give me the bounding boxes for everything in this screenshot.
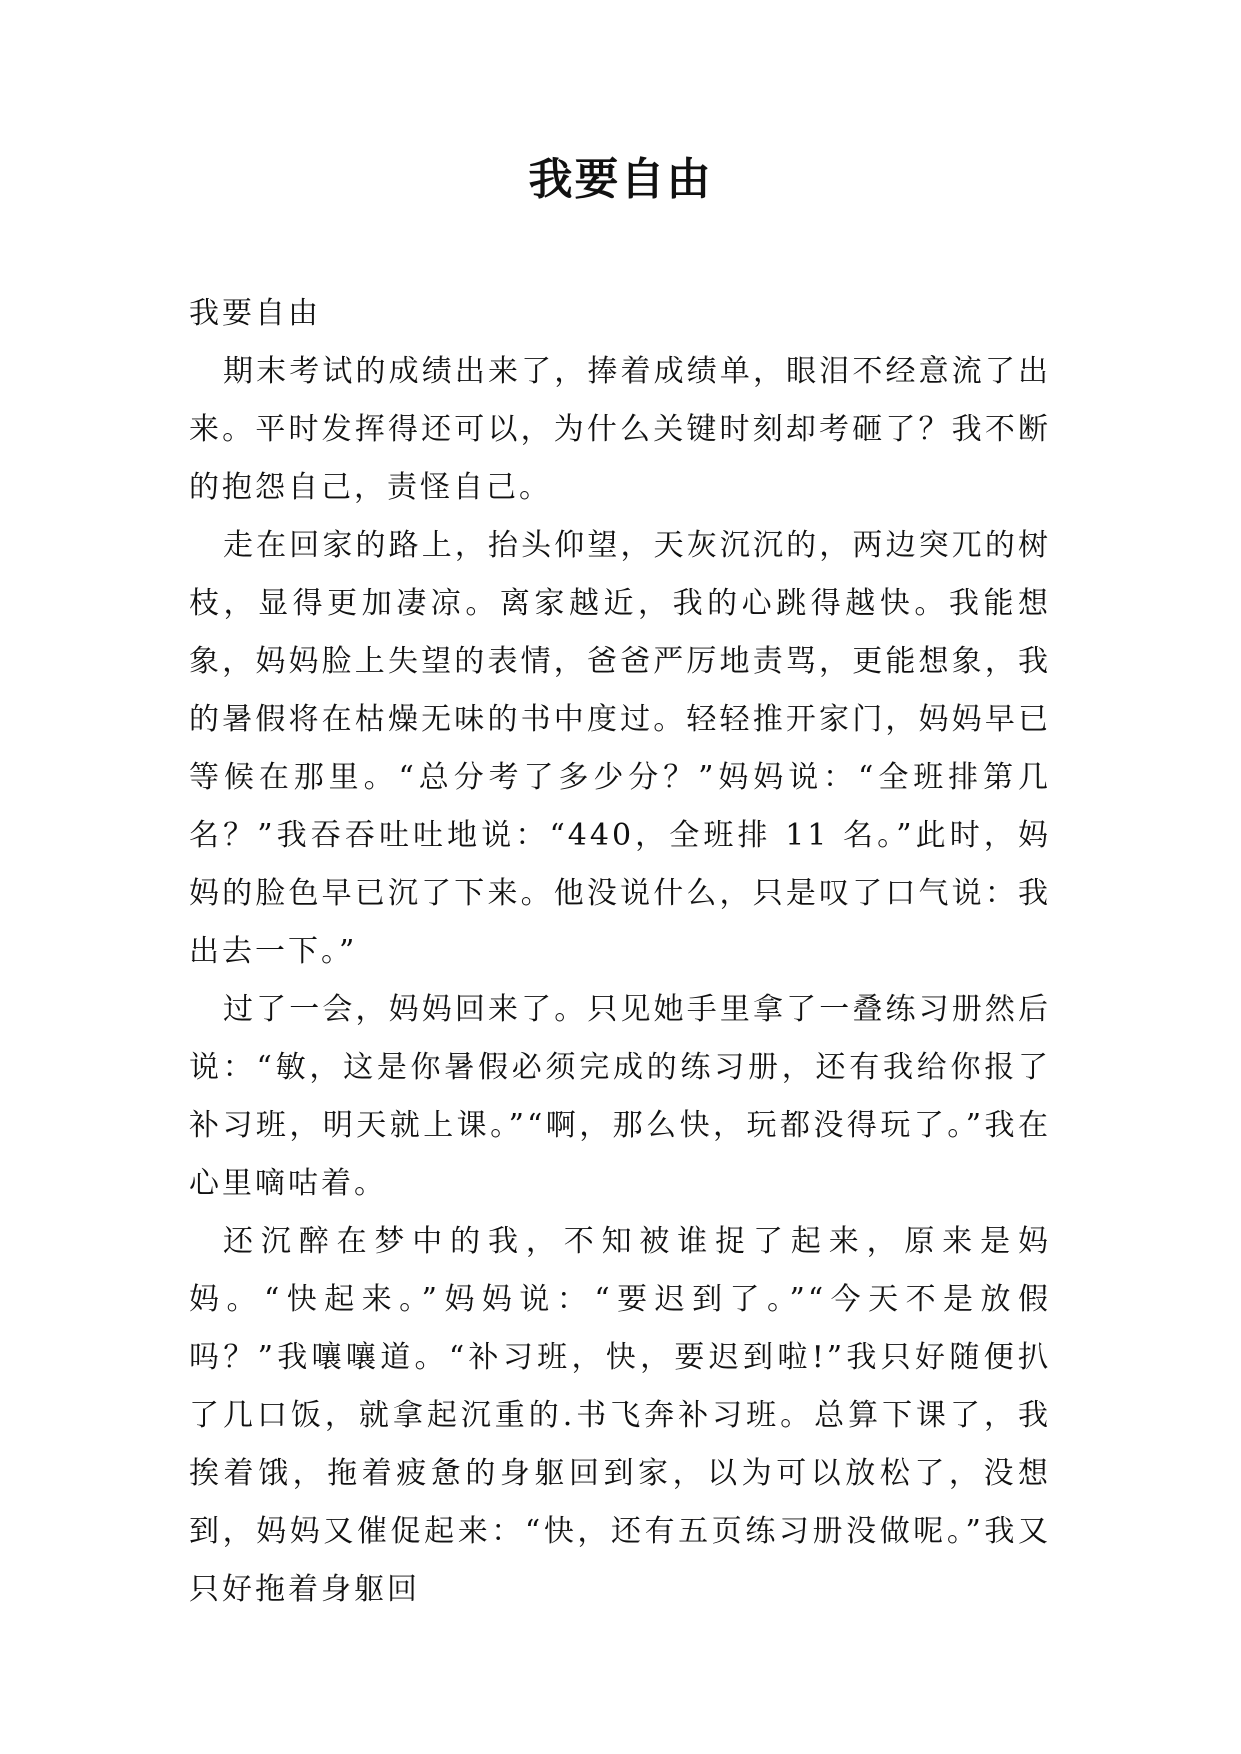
article-subtitle: 我要自由 [189,296,321,331]
paragraph-2: 走在回家的路上，抬头仰望，天灰沉沉的，两边突兀的树枝，显得更加凄凉。离家越近，我的心跳得越快。我能想象，妈妈脸上失望的表情，爸爸严厉地责骂，更能想象，我的暑假将在枯燥无味的书中度过。轻轻推开家门，妈妈早已等候在那里。“总分考了多少分？”妈妈说：“全班排第几名？”我吞吞吐吐地说：“440，全班排 11 名。”此时，妈妈的脸色早已沉了下来。他没说什么，只是叹了口气说：我出去一下。” [189,528,1051,969]
paragraph-4: 还沉醉在梦中的我，不知被谁捉了起来，原来是妈妈。“快起来。”妈妈说：“要迟到了。”“今天不是放假吗？”我嚷嚷道。“补习班，快，要迟到啦!”我只好随便扒了几口饭，就拿起沉重的.书飞奔补习班。总算下课了，我挨着饿，拖着疲惫的身躯回到家，以为可以放松了，没想到，妈妈又催促起来：“快，还有五页练习册没做呢。”我又只好拖着身躯回 [189,1224,1051,1607]
document-title: 我要自由 [528,154,713,205]
paragraph-1: 期末考试的成绩出来了，捧着成绩单，眼泪不经意流了出来。平时发挥得还可以，为什么关键时刻却考砸了？我不断的抱怨自己，责怪自己。 [189,354,1051,505]
document-body [189,285,1051,1619]
paragraph-3: 过了一会，妈妈回来了。只见她手里拿了一叠练习册然后说：“敏，这是你暑假必须完成的练习册，还有我给你报了补习班，明天就上课。”“啊，那么快，玩都没得玩了。”我在心里嘀咕着。 [189,992,1051,1201]
